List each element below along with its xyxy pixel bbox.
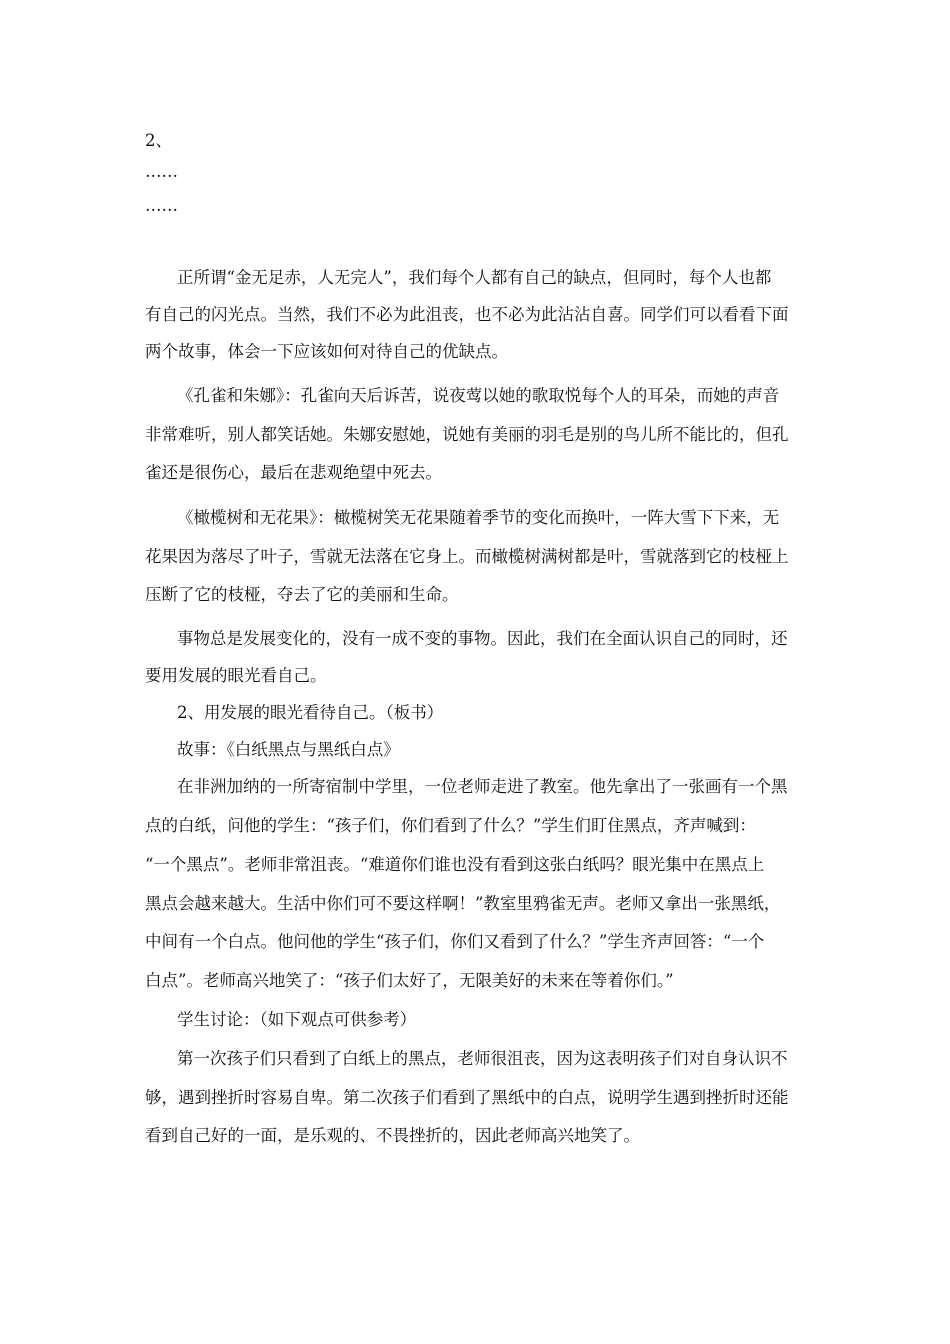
text-line: 雀还是很伤心，最后在悲观绝望中死去。: [145, 463, 442, 482]
text-line: 中间有一个白点。他问他的学生“孩子们，你们又看到了什么？”学生齐声回答：“一个: [145, 932, 765, 951]
text-line: 两个故事，体会一下应该如何对待自己的优缺点。: [145, 342, 508, 361]
text-line: 第一次孩子们只看到了白纸上的黑点，老师很沮丧，因为这表明孩子们对自身认识不: [177, 1049, 788, 1068]
text-line: 非常难听，别人都笑话她。朱娜安慰她，说她有美丽的羽毛是别的鸟儿所不能比的，但孔: [145, 425, 789, 444]
discussion-heading: 学生讨论：（如下观点可供参考）: [177, 1010, 417, 1029]
section-number: 2、: [145, 131, 172, 150]
text-line: 压断了它的枝桠，夺去了它的美丽和生命。: [145, 585, 459, 604]
text-line: 黑点会越来越大。生活中你们可不要这样啊！”教室里鸦雀无声。老师又拿出一张黑纸，: [145, 894, 781, 913]
text-line: 白点”。老师高兴地笑了：“孩子们太好了，无限美好的未来在等着你们。”: [145, 971, 674, 990]
text-line: 花果因为落尽了叶子，雪就无法落在它身上。而橄榄树满树都是叶，雪就落到它的枝桠上: [145, 547, 789, 566]
text-line: “一个黑点”。老师非常沮丧。“难道你们谁也没有看到这张白纸吗？眼光集中在黑点上: [145, 855, 765, 874]
text-line: 正所谓“金无足赤，人无完人”，我们每个人都有自己的缺点，但同时，每个人也都: [177, 268, 772, 287]
text-line: 有自己的闪光点。当然，我们不必为此沮丧，也不必为此沾沾自喜。同学们可以看看下面: [145, 305, 789, 324]
text-line: 点的白纸，问他的学生：“孩子们，你们看到了什么？”学生们盯住黑点，齐声喊到：: [145, 816, 756, 835]
ellipsis-line: ……: [145, 162, 178, 181]
text-line: 事物总是发展变化的，没有一成不变的事物。因此，我们在全面认识自己的同时，还: [177, 629, 788, 648]
text-line: 《橄榄树和无花果》：橄榄树笑无花果随着季节的变化而换叶，一阵大雪下下来，无: [177, 508, 780, 527]
section-heading: 2、用发展的眼光看待自己。（板书）: [177, 703, 444, 722]
ellipsis-line: ……: [145, 196, 178, 215]
text-line: 在非洲加纳的一所寄宿制中学里，一位老师走进了教室。他先拿出了一张画有一个黑: [177, 777, 788, 796]
text-line: 要用发展的眼光看自己。: [145, 666, 327, 685]
text-line: 够，遇到挫折时容易自卑。第二次孩子们看到了黑纸中的白点，说明学生遇到挫折时还能: [145, 1088, 789, 1107]
text-line: 《孔雀和朱娜》：孔雀向天后诉苦，说夜莺以她的歌取悦每个人的耳朵，而她的声音: [177, 386, 780, 405]
story-title: 故事：《白纸黑点与黑纸白点》: [177, 740, 400, 759]
text-line: 看到自己好的一面，是乐观的、不畏挫折的，因此老师高兴地笑了。: [145, 1126, 640, 1145]
